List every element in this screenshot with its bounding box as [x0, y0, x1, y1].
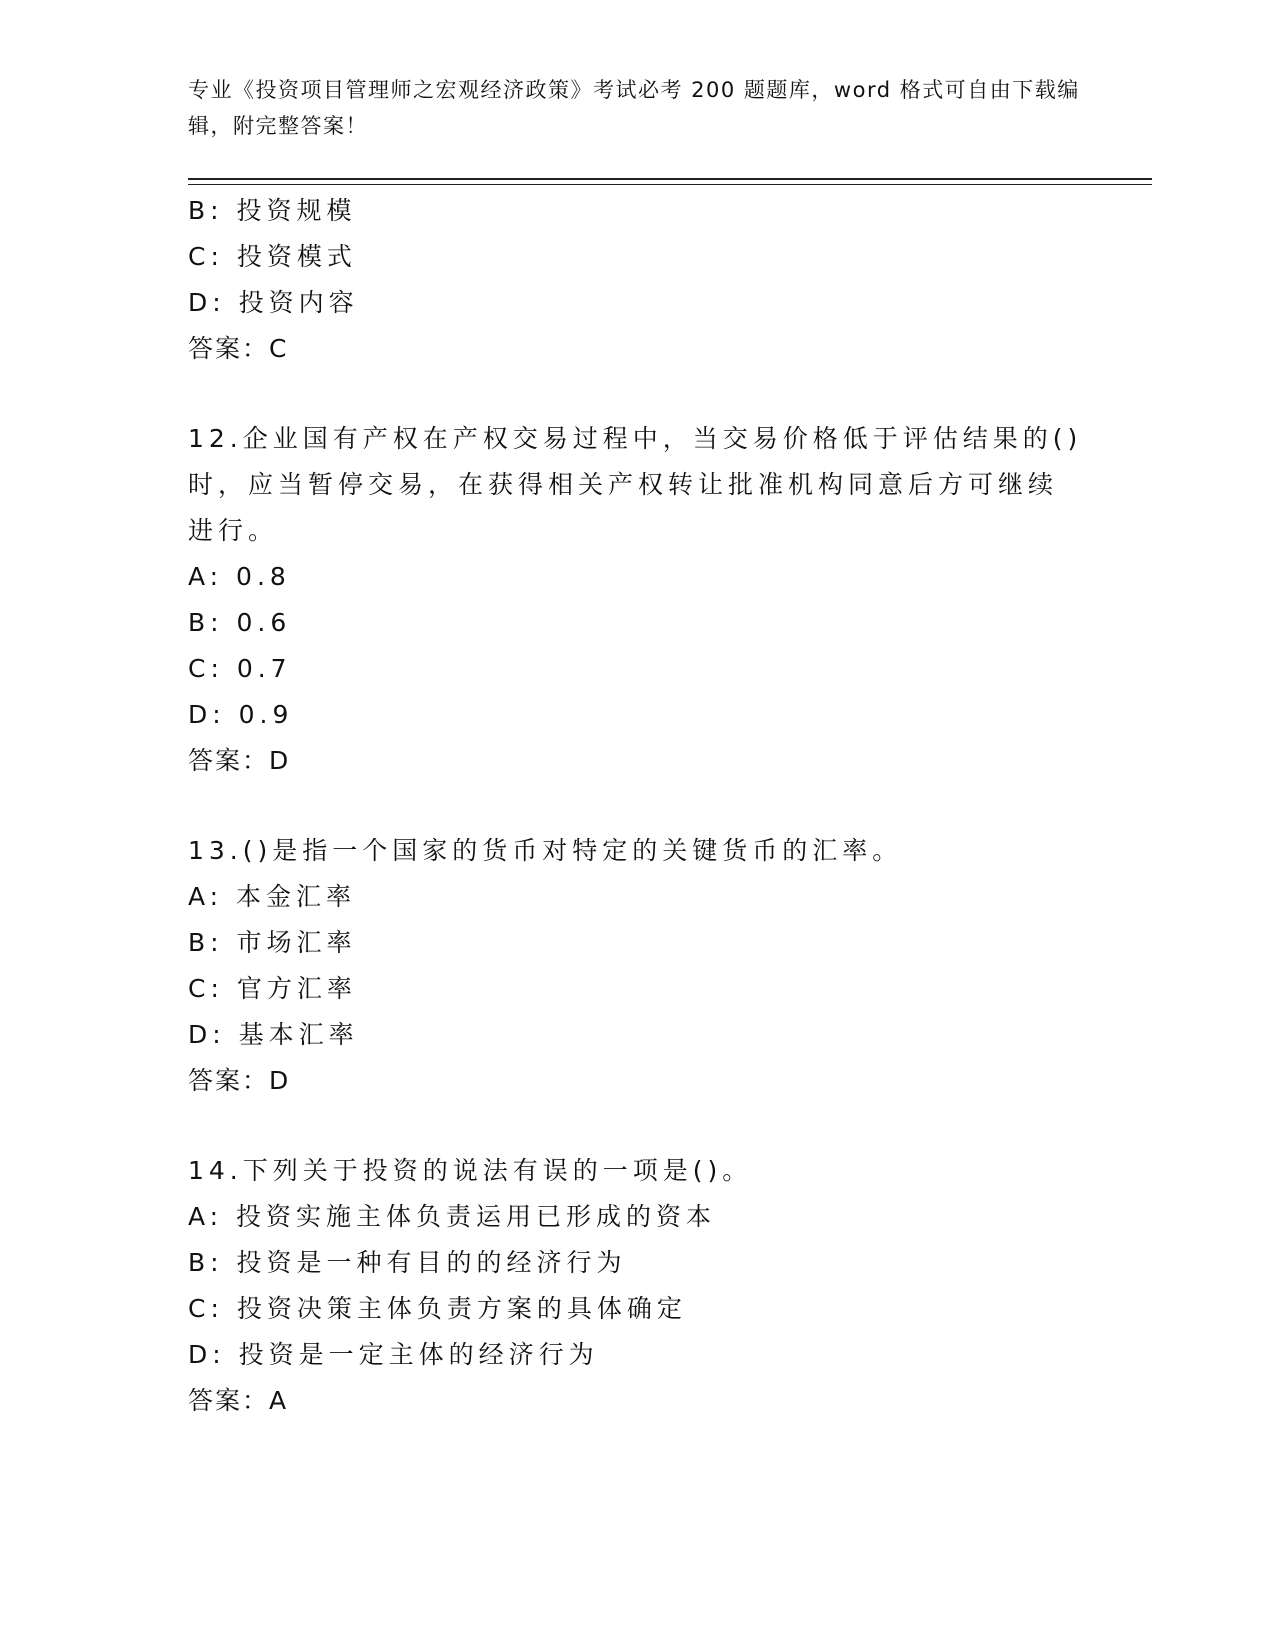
question-14 [188, 1148, 1088, 1424]
option-c: C: 官方汇率 [188, 974, 357, 1003]
question-text: 12.企业国有产权在产权交易过程中，当交易价格低于评估结果的()时，应当暂停交易，在获得相关产权转让批准机构同意后方可继续进行。 [188, 424, 1083, 545]
answer-line: 答案：D [188, 746, 291, 775]
question-12 [188, 416, 1088, 784]
question-13 [188, 828, 1088, 1104]
option-c: C: 投资模式 [188, 242, 357, 271]
document-body [188, 188, 1088, 1424]
question-text: 14.下列关于投资的说法有误的一项是()。 [188, 1156, 753, 1185]
answer-line: 答案：A [188, 1386, 289, 1415]
option-a: A: 本金汇率 [188, 882, 357, 911]
option-d: D: 投资是一定主体的经济行为 [188, 1340, 599, 1369]
answer-line: 答案：D [188, 1066, 291, 1095]
option-b: B: 市场汇率 [188, 928, 357, 957]
option-b: B: 投资是一种有目的的经济行为 [188, 1248, 627, 1277]
header-rule-thin [188, 184, 1152, 185]
answer-line: 答案：C [188, 334, 289, 363]
question-partial [188, 188, 1088, 372]
option-b: B: 0.6 [188, 608, 292, 637]
option-d: D: 投资内容 [188, 288, 359, 317]
option-b: B: 投资规模 [188, 196, 357, 225]
option-c: C: 投资决策主体负责方案的具体确定 [188, 1294, 687, 1323]
option-c: C: 0.7 [188, 654, 292, 683]
option-a: A: 0.8 [188, 562, 291, 591]
document-header [188, 72, 1088, 144]
question-text: 13.()是指一个国家的货币对特定的关键货币的汇率。 [188, 836, 903, 865]
option-a: A: 投资实施主体负责运用已形成的资本 [188, 1202, 717, 1231]
option-d: D: 0.9 [188, 700, 294, 729]
option-d: D: 基本汇率 [188, 1020, 359, 1049]
header-rule-thick [188, 178, 1152, 180]
header-intro-text: 专业《投资项目管理师之宏观经济政策》考试必考 200 题题库，word 格式可自由下载编辑，附完整答案！ [188, 78, 1080, 138]
